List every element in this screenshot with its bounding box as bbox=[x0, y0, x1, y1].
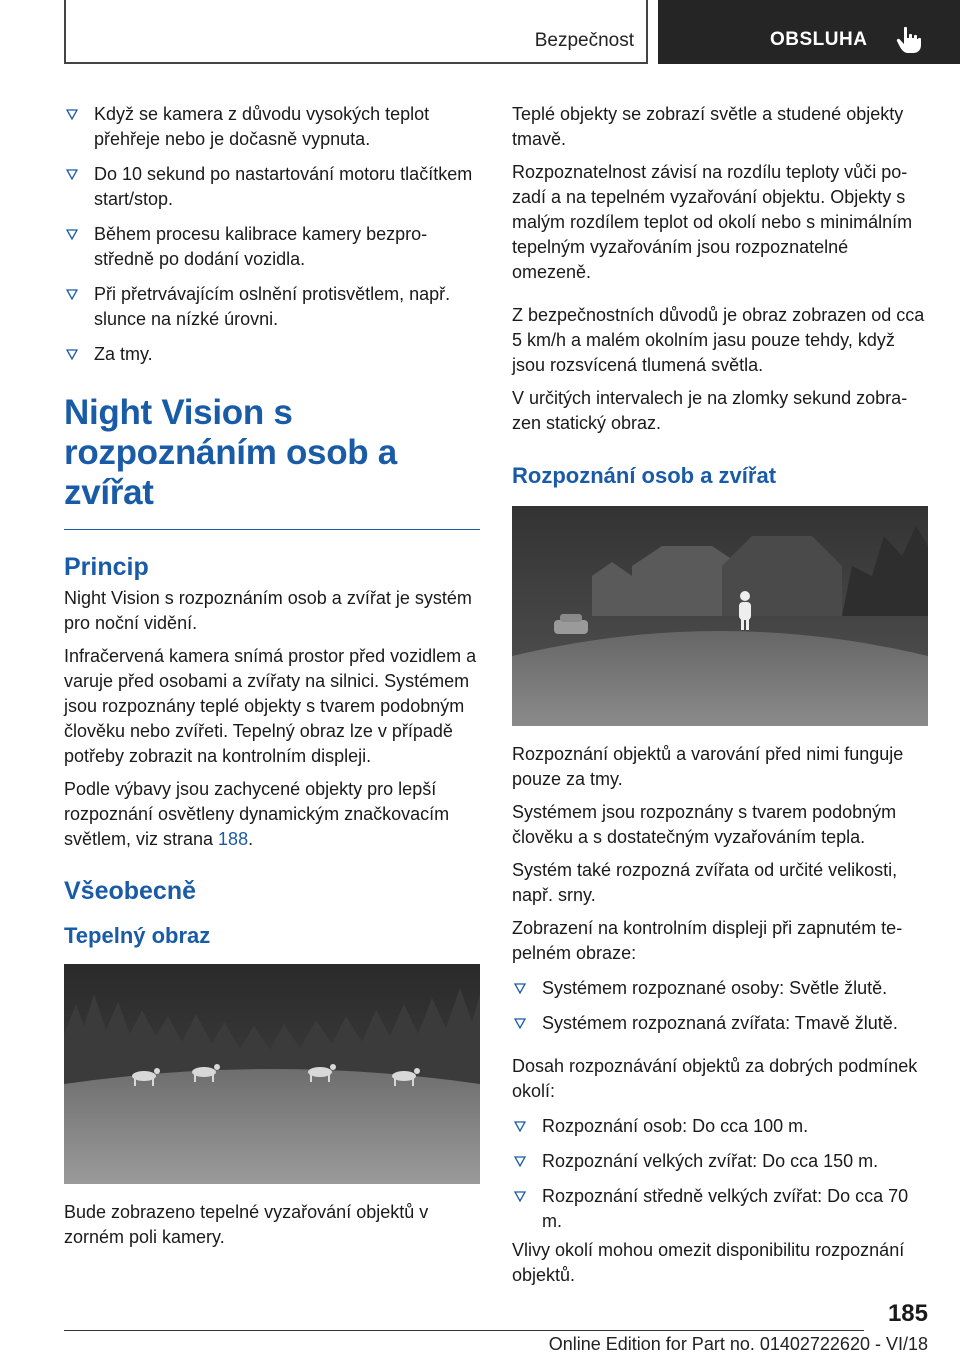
paragraph-warm-objects: Teplé objekty se zobrazí světle a studené objekty tmavě. bbox=[512, 104, 904, 149]
list-item-text: Do 10 sekund po nastartování motoru tlačítkem start/stop. bbox=[94, 164, 473, 209]
triangle-bullet-icon bbox=[514, 1156, 526, 1167]
detection-heading: Rozpoznání osob a zvířat bbox=[512, 463, 777, 488]
list-item-text: Při přetrvávajícím oslnění protisvětlem, např. slunce na nízké úrovni. bbox=[94, 284, 451, 329]
list-item bbox=[64, 222, 480, 272]
hand-pointer-icon bbox=[896, 26, 922, 54]
principle-paragraph-2: Infračervená kamera snímá prostor před vozidlem a varuje před osobami a zvířaty na silnici. Systémem jsou rozpoznány teplé objekty s tvarem podobným člověku nebo zvířeti. Tepelný obraz lze v případě potřeby zobrazit na kontrolním displeji. bbox=[64, 646, 477, 766]
paragraph-human-shape: Systémem jsou rozpoznány s tvarem podobným člověku a s dostatečným vyzařováním tepla. bbox=[512, 802, 897, 847]
thermal-image-figure bbox=[64, 964, 480, 1184]
list-item-text: Rozpoznání středně velkých zvířat: Do cca 70 m. bbox=[542, 1186, 909, 1231]
display-colors-list bbox=[512, 976, 928, 1036]
principle-paragraph-3-text: Podle výbavy jsou zachycené objekty pro lepší rozpoznání osvětleny dynamickým značkovacím světlem, viz strana bbox=[64, 779, 450, 849]
paragraph-animals: Systém také rozpozná zvířata od určité velikosti, např. srny. bbox=[512, 860, 898, 905]
principle-paragraph-3 bbox=[64, 777, 480, 852]
principle-paragraph-3-end: . bbox=[248, 829, 254, 849]
triangle-bullet-icon bbox=[514, 1018, 526, 1029]
list-item bbox=[512, 976, 928, 1001]
list-item bbox=[512, 1114, 928, 1139]
triangle-bullet-icon bbox=[66, 229, 78, 240]
list-item-text: Během procesu kalibrace kamery bezprostředně po dodání vozidla. bbox=[94, 224, 428, 269]
principle-paragraph-1: Night Vision s rozpoznáním osob a zvířat je systém pro noční vidění. bbox=[64, 588, 472, 633]
list-item bbox=[64, 162, 480, 212]
right-column bbox=[512, 102, 928, 1296]
paragraph-safety: Z bezpečnostních důvodů je obraz zobrazen od cca 5 km/h a malém okolním jasu pouze tehdy, když jsou rozsvícená tlumená světla. bbox=[512, 305, 925, 375]
thermal-image-caption: Bude zobrazeno tepelné vyzařování objektů v zorném poli kamery. bbox=[64, 1202, 429, 1247]
list-item bbox=[64, 282, 480, 332]
list-item bbox=[512, 1011, 928, 1036]
paragraph-static-image: V určitých intervalech je na zlomky sekund zobrazen statický obraz. bbox=[512, 388, 908, 433]
triangle-bullet-icon bbox=[514, 1191, 526, 1202]
paragraph-environment: Vlivy okolí mohou omezit disponibilitu rozpoznání objektů. bbox=[512, 1240, 905, 1285]
list-item bbox=[64, 102, 480, 152]
header-chapter-tab bbox=[658, 0, 960, 64]
triangle-bullet-icon bbox=[514, 1121, 526, 1132]
header-chapter-label: OBSLUHA bbox=[770, 29, 868, 50]
paragraph-dark-only: Rozpoznání objektů a varování před nimi funguje pouze za tmy. bbox=[512, 744, 904, 789]
header-section-title: Bezpečnost bbox=[534, 30, 634, 51]
heading-divider bbox=[64, 529, 480, 530]
range-list bbox=[512, 1114, 928, 1234]
paragraph-recognizability: Rozpoznatelnost závisí na rozdílu teploty vůči pozadí a na tepelném vyzařování objektu. Objekty s malým rozdílem teplot od okolí nebo s minimálním tepelným vyzařováním jsou rozpoznatelné omezeně. bbox=[512, 162, 913, 282]
list-item bbox=[512, 1149, 928, 1174]
page-number: 185 bbox=[887, 1300, 928, 1327]
triangle-bullet-icon bbox=[66, 289, 78, 300]
list-item-text: Za tmy. bbox=[94, 344, 153, 364]
list-item bbox=[512, 1184, 928, 1234]
footer-edition: Online Edition for Part no. 01402722620 - VI/18 bbox=[548, 1334, 928, 1354]
conditions-list bbox=[64, 102, 480, 367]
list-item-text: Systémem rozpoznaná zvířata: Tmavě žlutě. bbox=[542, 1013, 898, 1033]
principle-heading: Princip bbox=[64, 553, 149, 581]
list-item-text: Když se kamera z důvodu vysokých teplot přehřeje nebo je dočasně vypnuta. bbox=[94, 104, 430, 149]
list-item-text: Rozpoznání velkých zvířat: Do cca 150 m. bbox=[542, 1151, 879, 1171]
chapter-heading: Night Vision s rozpoznáním osob a zvířat bbox=[64, 393, 397, 512]
list-item-text: Rozpoznání osob: Do cca 100 m. bbox=[542, 1116, 809, 1136]
general-heading: Všeobecně bbox=[64, 877, 197, 905]
list-item bbox=[64, 342, 480, 367]
triangle-bullet-icon bbox=[66, 349, 78, 360]
triangle-bullet-icon bbox=[66, 109, 78, 120]
footer-divider bbox=[64, 1330, 864, 1331]
triangle-bullet-icon bbox=[514, 983, 526, 994]
page-reference-link[interactable]: 188 bbox=[218, 829, 249, 849]
triangle-bullet-icon bbox=[66, 169, 78, 180]
paragraph-range: Dosah rozpoznávání objektů za dobrých podmínek okolí: bbox=[512, 1056, 918, 1101]
thermal-image-heading: Tepelný obraz bbox=[64, 923, 211, 948]
pedestrian-detection-figure bbox=[512, 506, 928, 726]
paragraph-display: Zobrazení na kontrolním displeji při zapnutém tepelném obraze: bbox=[512, 918, 903, 963]
header-section-box bbox=[64, 0, 648, 64]
list-item-text: Systémem rozpoznané osoby: Světle žlutě. bbox=[542, 978, 888, 998]
left-column bbox=[64, 102, 480, 1258]
